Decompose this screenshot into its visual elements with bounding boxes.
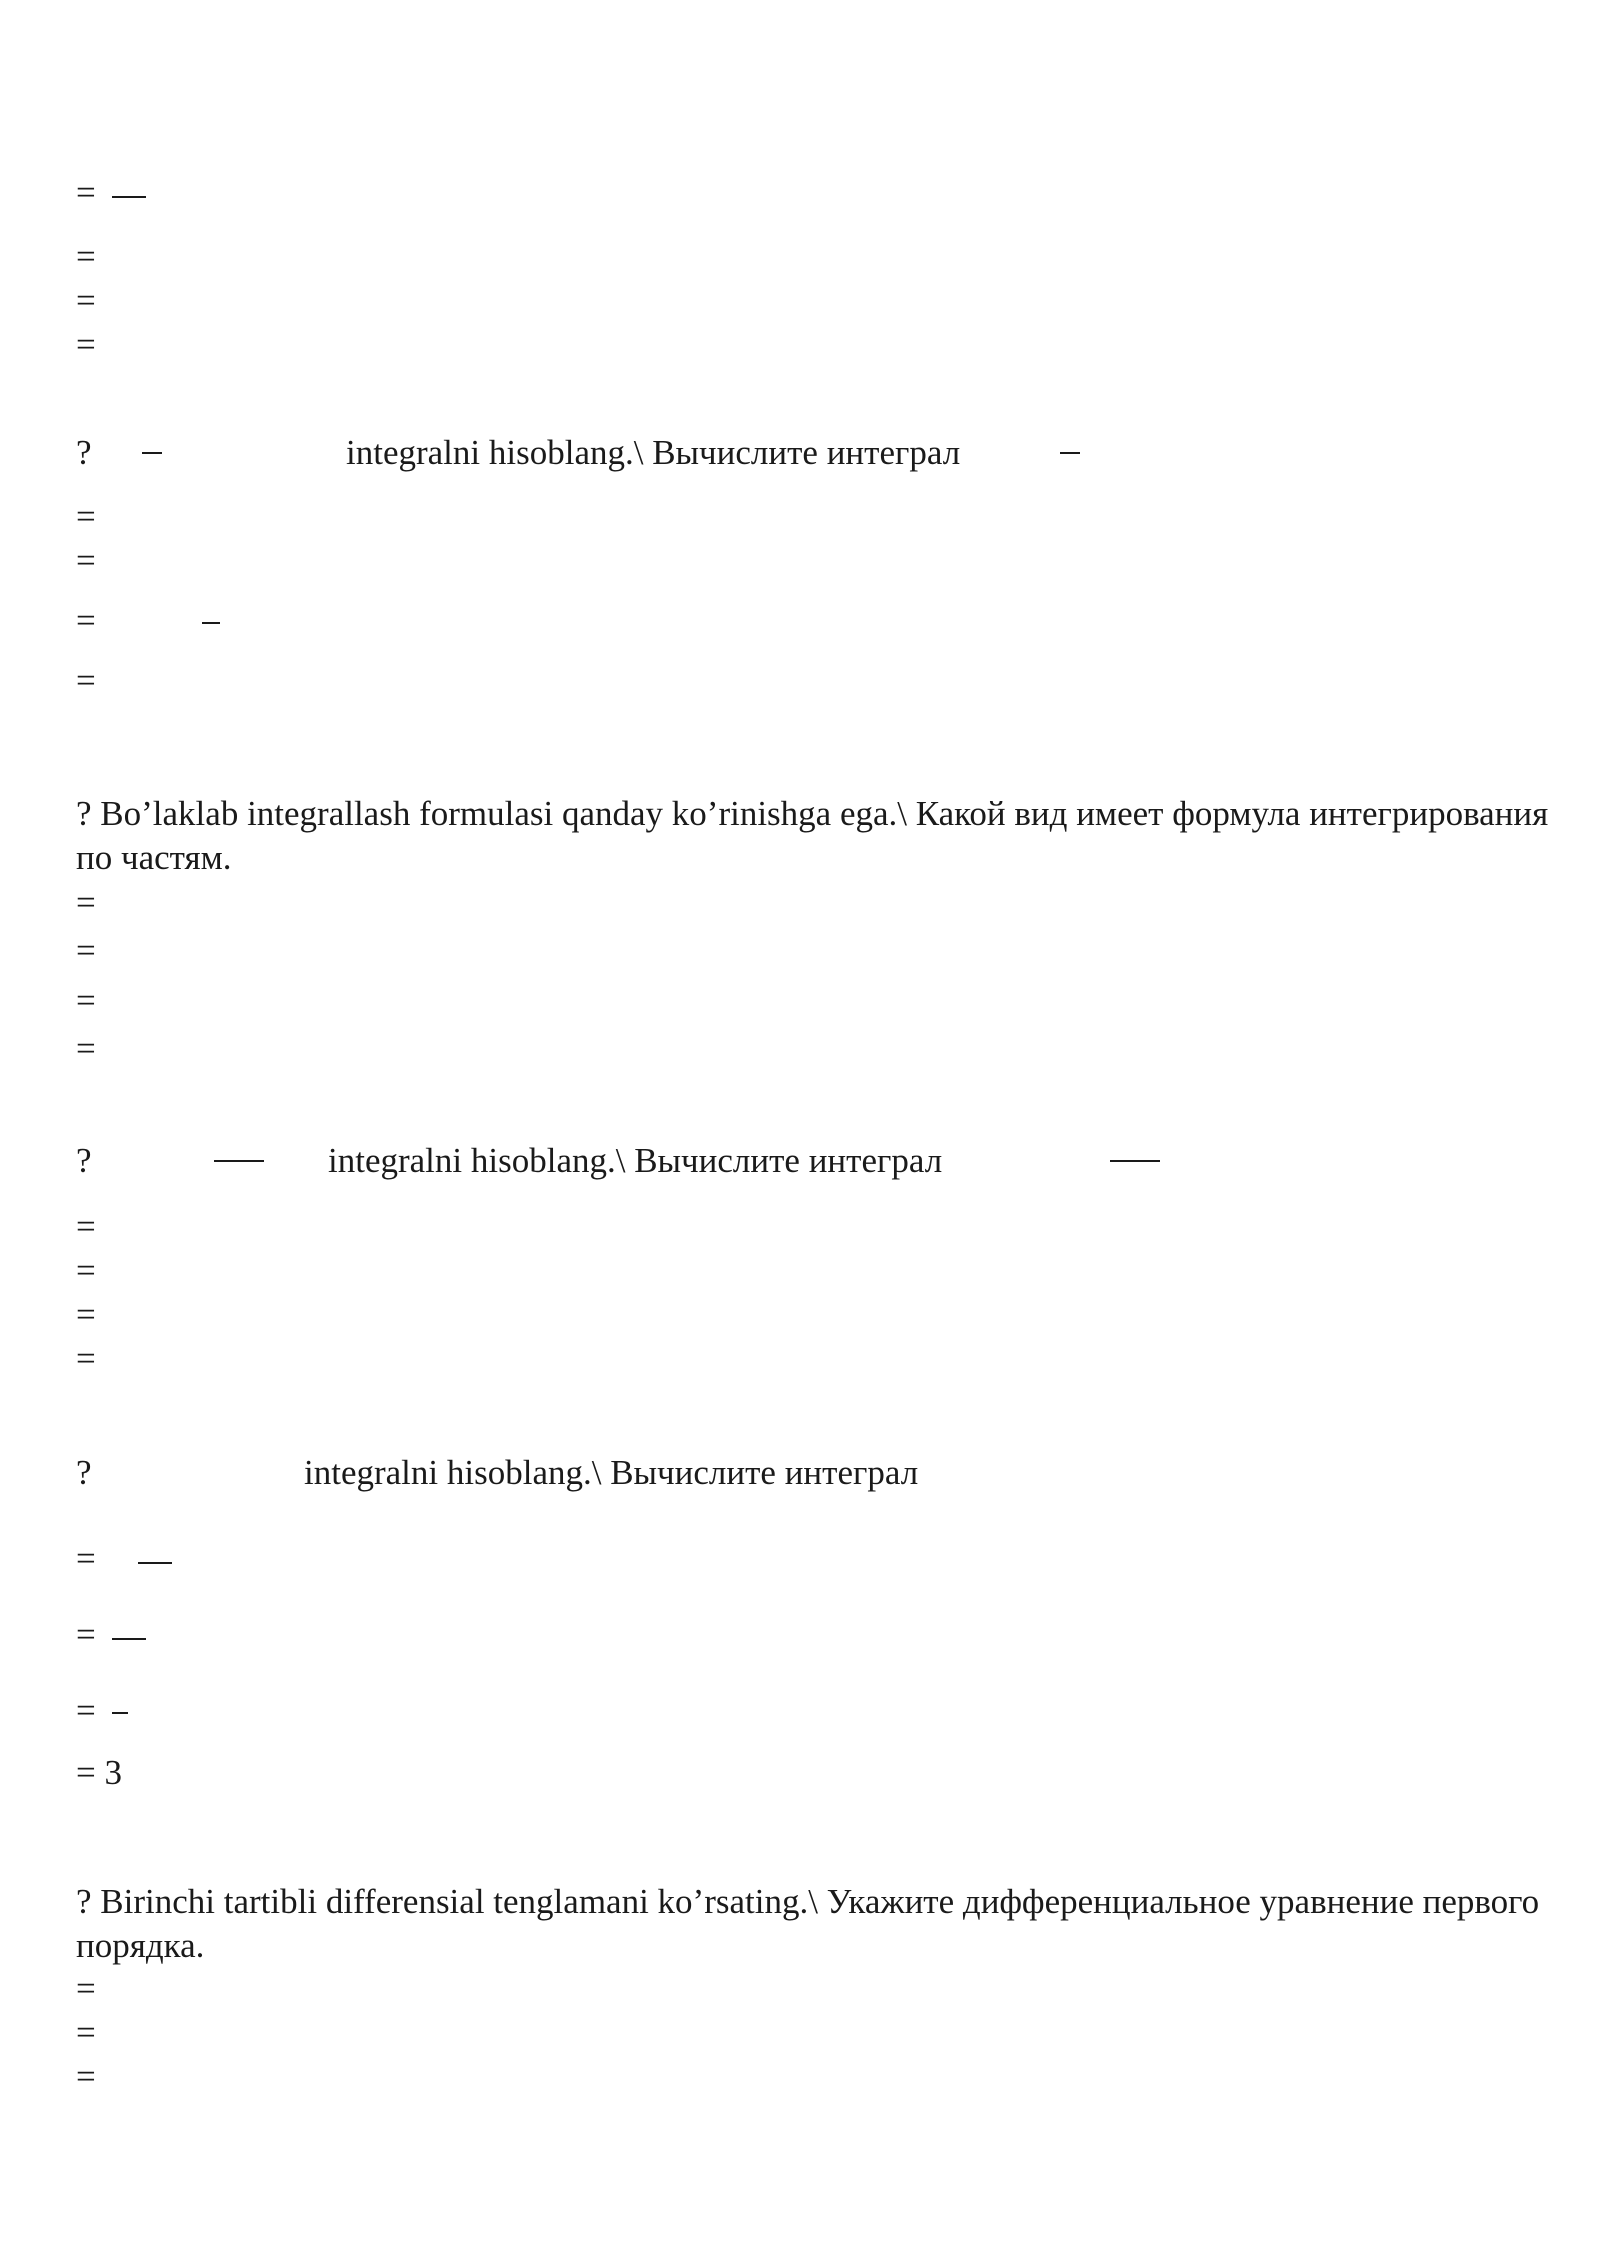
answer-line: [76, 280, 96, 322]
equals-sign: =: [76, 1207, 96, 1246]
answer-option[interactable]: [76, 882, 96, 924]
answer-option[interactable]: [76, 1614, 96, 1656]
question-text-body: Bo’laklab integrallash formulasi qanday ko’rinishga ega.\ Какой вид имеет формула интегрирования по частям.: [76, 794, 1549, 877]
equals-sign: =: [76, 325, 96, 364]
answer-option[interactable]: [76, 2056, 96, 2098]
equals-sign: =: [76, 237, 96, 276]
answer-option[interactable]: [76, 980, 96, 1022]
equals-sign: =: [76, 1251, 96, 1290]
answer-option[interactable]: [76, 1338, 96, 1380]
question-mark: ?: [76, 1141, 92, 1180]
answer-option[interactable]: [76, 1250, 96, 1292]
fraction-bar: [112, 1712, 128, 1714]
equals-sign: =: [76, 173, 96, 212]
answer-line: [76, 236, 96, 278]
fraction-bar: [214, 1160, 264, 1162]
equals-sign: =: [76, 1539, 96, 1578]
answer-option[interactable]: [76, 660, 96, 702]
answer-option[interactable]: [76, 540, 96, 582]
equals-sign: =: [76, 981, 96, 1020]
answer-option[interactable]: [76, 1028, 96, 1070]
answer-line: [76, 172, 96, 214]
equals-sign: =: [76, 1691, 96, 1730]
equals-sign: =: [76, 1339, 96, 1378]
equals-sign: =: [76, 2057, 96, 2096]
equals-sign: =: [76, 281, 96, 320]
answer-option[interactable]: [76, 1538, 96, 1580]
answer-option[interactable]: [76, 930, 96, 972]
question-text-body: Birinchi tartibli differensial tenglamani ko’rsating.\ Укажите дифференциальное уравнение первого порядка.: [76, 1882, 1540, 1965]
question-marker: [76, 432, 92, 474]
answer-value: = 3: [76, 1753, 122, 1792]
answer-option[interactable]: [76, 1294, 96, 1336]
question-mark: ?: [76, 1882, 92, 1921]
equals-sign: =: [76, 497, 96, 536]
equals-sign: =: [76, 1615, 96, 1654]
fraction-bar: [142, 452, 162, 454]
fraction-bar: [112, 196, 146, 198]
question-text: integralni hisoblang.\ Вычислите интеграл: [346, 433, 961, 472]
equals-sign: =: [76, 1029, 96, 1068]
equals-sign: =: [76, 1969, 96, 2008]
question-mark: ?: [76, 1453, 92, 1492]
question-marker: [76, 1140, 92, 1182]
equals-sign: =: [76, 541, 96, 580]
answer-option[interactable]: [76, 2012, 96, 2054]
fraction-bar: [202, 622, 220, 624]
question-text: [76, 792, 1556, 880]
question-text: integralni hisoblang.\ Вычислите интеграл: [328, 1141, 943, 1180]
fraction-bar: [138, 1562, 172, 1564]
fraction-bar: [112, 1638, 146, 1640]
answer-line: [76, 324, 96, 366]
question-mark: ?: [76, 794, 92, 833]
equals-sign: =: [76, 1295, 96, 1334]
answer-option[interactable]: [76, 1968, 96, 2010]
answer-option[interactable]: [76, 496, 96, 538]
fraction-bar: [1060, 452, 1080, 454]
equals-sign: =: [76, 2013, 96, 2052]
question-marker: [76, 1452, 92, 1494]
equals-sign: =: [76, 883, 96, 922]
question-text: [76, 1880, 1556, 1968]
answer-option[interactable]: [76, 1690, 96, 1732]
equals-sign: =: [76, 601, 96, 640]
fraction-bar: [1110, 1160, 1160, 1162]
question-text: integralni hisoblang.\ Вычислите интеграл: [304, 1453, 919, 1492]
answer-option[interactable]: [76, 1206, 96, 1248]
equals-sign: =: [76, 661, 96, 700]
answer-option[interactable]: [76, 1752, 122, 1794]
question-mark: ?: [76, 433, 92, 472]
equals-sign: =: [76, 931, 96, 970]
answer-option[interactable]: [76, 600, 96, 642]
